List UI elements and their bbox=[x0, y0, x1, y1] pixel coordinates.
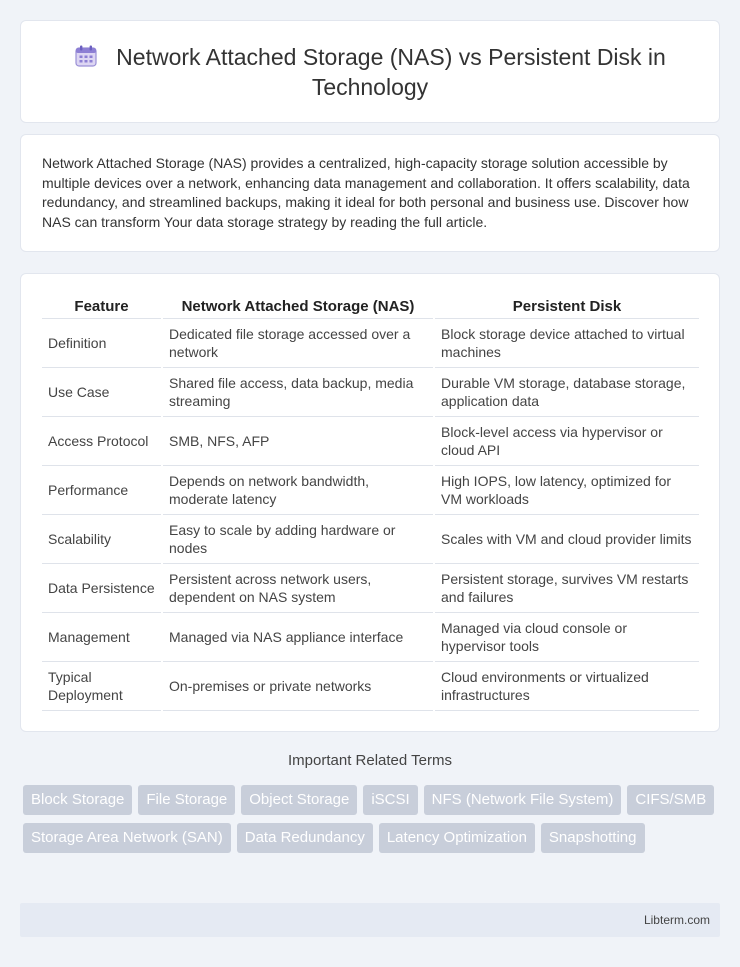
table-row bbox=[42, 416, 699, 465]
table-row bbox=[42, 514, 699, 563]
comparison-table bbox=[42, 294, 699, 711]
tag-snapshotting[interactable]: Snapshotting bbox=[541, 823, 645, 853]
tag-data-redundancy[interactable]: Data Redundancy bbox=[237, 823, 373, 853]
row-nas-value: Managed via NAS appliance interface bbox=[162, 612, 434, 661]
row-pd-value: Managed via cloud console or hypervisor tools bbox=[434, 612, 699, 661]
table-row bbox=[42, 367, 699, 416]
table-row bbox=[42, 465, 699, 514]
header-nas: Network Attached Storage (NAS) bbox=[162, 294, 434, 318]
page-title: Network Attached Storage (NAS) vs Persistent Disk in Technology bbox=[116, 43, 666, 100]
row-feature: Definition bbox=[42, 318, 162, 367]
row-feature: Data Persistence bbox=[42, 563, 162, 612]
row-nas-value: Persistent across network users, dependent on NAS system bbox=[162, 563, 434, 612]
row-feature: Management bbox=[42, 612, 162, 661]
comparison-table-card bbox=[20, 273, 720, 732]
header-feature: Feature bbox=[42, 294, 162, 318]
row-nas-value: Easy to scale by adding hardware or nodes bbox=[162, 514, 434, 563]
related-terms-list bbox=[23, 785, 723, 853]
footer-brand[interactable]: Libterm.com bbox=[643, 913, 710, 927]
calendar-icon bbox=[74, 44, 98, 68]
tag-cifs-smb[interactable]: CIFS/SMB bbox=[627, 785, 714, 815]
row-pd-value: Block-level access via hypervisor or cloud API bbox=[434, 416, 699, 465]
table-row bbox=[42, 612, 699, 661]
title-card bbox=[20, 20, 720, 123]
tag-latency-optimization[interactable]: Latency Optimization bbox=[379, 823, 535, 853]
row-feature: Use Case bbox=[42, 367, 162, 416]
row-nas-value: On-premises or private networks bbox=[162, 661, 434, 710]
row-nas-value: Shared file access, data backup, media streaming bbox=[162, 367, 434, 416]
row-feature: Access Protocol bbox=[42, 416, 162, 465]
intro-text: Network Attached Storage (NAS) provides a centralized, high-capacity storage solution accessible by multiple devices over a network, enhancing data management and collaboration. It offers scalability, data redundancy, and streamlined backups, making it ideal for both personal and business use. Discover how NAS can transform Your data storage strategy by reading the full article. bbox=[42, 155, 690, 230]
row-nas-value: Dedicated file storage accessed over a network bbox=[162, 318, 434, 367]
row-pd-value: High IOPS, low latency, optimized for VM workloads bbox=[434, 465, 699, 514]
tag-nfs[interactable]: NFS (Network File System) bbox=[424, 785, 622, 815]
row-pd-value: Scales with VM and cloud provider limits bbox=[434, 514, 699, 563]
title-wrap bbox=[61, 42, 679, 102]
row-feature: Performance bbox=[42, 465, 162, 514]
row-pd-value: Persistent storage, survives VM restarts and failures bbox=[434, 563, 699, 612]
tag-block-storage[interactable]: Block Storage bbox=[23, 785, 132, 815]
table-row bbox=[42, 563, 699, 612]
table-header-row bbox=[42, 294, 699, 318]
tag-file-storage[interactable]: File Storage bbox=[138, 785, 235, 815]
row-feature: Scalability bbox=[42, 514, 162, 563]
row-pd-value: Block storage device attached to virtual machines bbox=[434, 318, 699, 367]
related-terms-heading: Important Related Terms bbox=[288, 752, 452, 769]
tag-san[interactable]: Storage Area Network (SAN) bbox=[23, 823, 231, 853]
footer bbox=[20, 903, 720, 937]
row-pd-value: Cloud environments or virtualized infrastructures bbox=[434, 661, 699, 710]
row-pd-value: Durable VM storage, database storage, application data bbox=[434, 367, 699, 416]
intro-card bbox=[20, 134, 720, 252]
row-feature: Typical Deployment bbox=[42, 661, 162, 710]
table-row bbox=[42, 661, 699, 710]
row-nas-value: SMB, NFS, AFP bbox=[162, 416, 434, 465]
row-nas-value: Depends on network bandwidth, moderate latency bbox=[162, 465, 434, 514]
tag-iscsi[interactable]: iSCSI bbox=[363, 785, 417, 815]
table-row bbox=[42, 318, 699, 367]
header-persistent-disk: Persistent Disk bbox=[434, 294, 699, 318]
tag-object-storage[interactable]: Object Storage bbox=[241, 785, 357, 815]
